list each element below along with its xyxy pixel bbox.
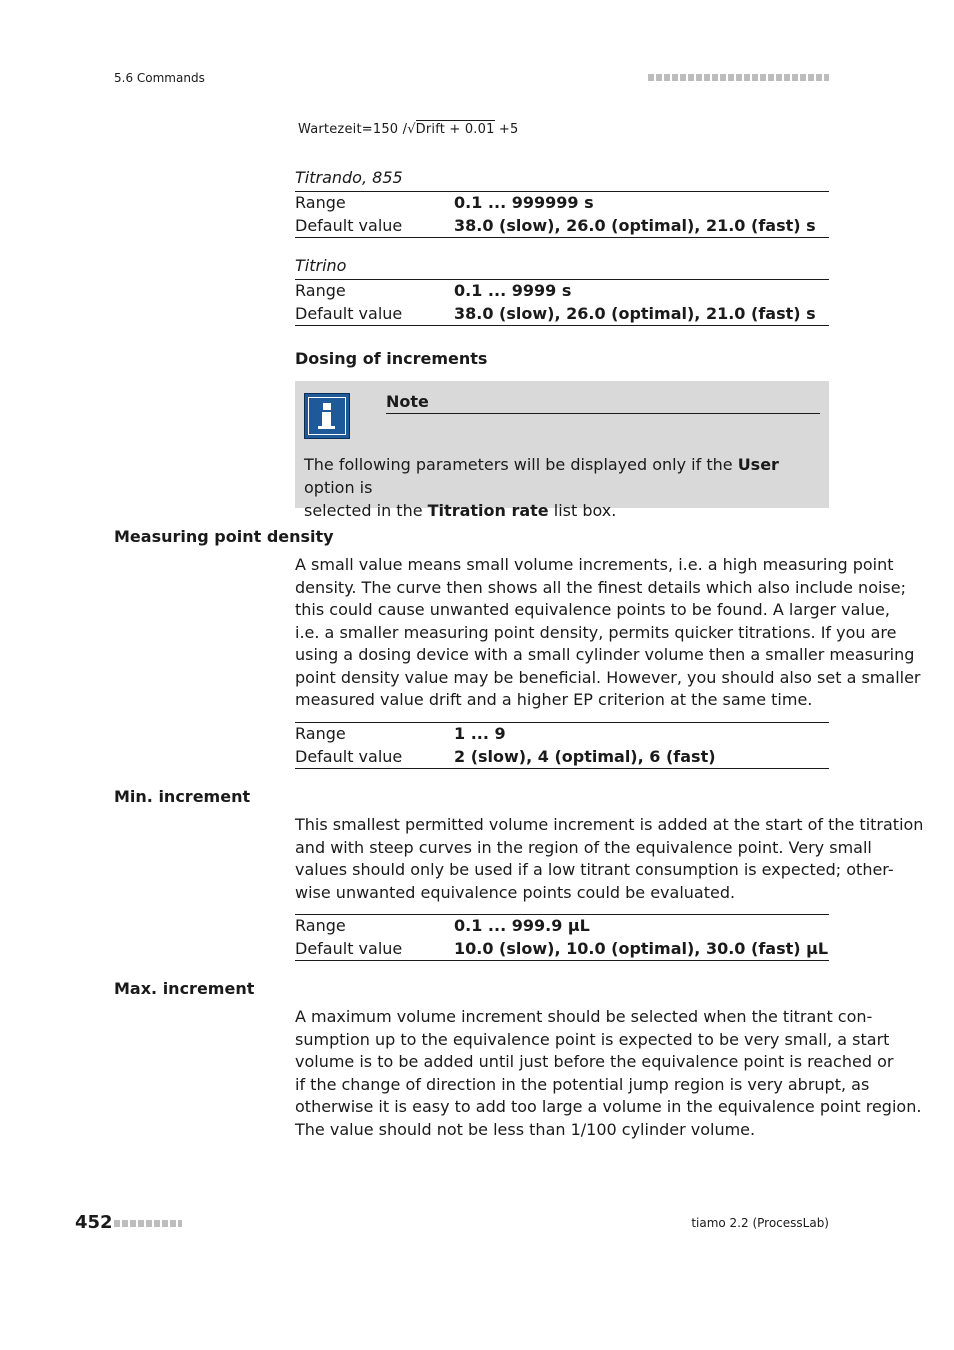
header-decoration [648,74,829,81]
note-text: selected in the [304,501,428,520]
table-row [295,746,829,769]
default-value: 10.0 (slow), 10.0 (optimal), 30.0 (fast) µL [454,938,829,958]
paragraph-line: using a dosing device with a small cylinder volume then a smaller measuring [295,645,915,664]
paragraph-line: This smallest permitted volume increment is added at the start of the titration [295,815,924,834]
note-title: Note [386,392,820,414]
product-name: tiamo 2.2 (ProcessLab) [691,1216,829,1230]
table-row [295,215,829,238]
table-row [295,938,829,961]
paragraph-line: measured value drift and a higher EP criterion at the same time. [295,690,813,709]
titrando-caption: Titrando, 855 [295,168,403,187]
info-icon [304,393,350,439]
note-text: option is [304,478,373,497]
table-row [295,192,829,215]
default-label: Default value [295,746,403,766]
table-row [295,723,829,746]
paragraph-line: and with steep curves in the region of the equivalence point. Very small [295,837,872,857]
titrando-parameter-table [295,191,829,238]
min-increment-heading: Min. increment [114,787,251,806]
max-increment-heading: Max. increment [114,979,255,998]
max-increment-description [295,1006,922,1141]
measuring-point-density-description [295,554,921,712]
default-label: Default value [295,215,403,235]
note-emphasis: Titration rate [427,501,549,520]
paragraph-line: if the change of direction in the potential jump region is very abrupt, as [295,1074,870,1094]
running-header: 5.6 Commands [114,71,205,85]
default-value: 38.0 (slow), 26.0 (optimal), 21.0 (fast) s [454,215,816,235]
measuring-point-density-table [295,722,829,769]
paragraph-line: this could cause unwanted equivalence points to be found. A larger value, [295,600,890,619]
note-box [295,381,829,520]
paragraph-line: point density value may be beneficial. However, you should also set a smaller [295,667,921,687]
note-emphasis: User [737,455,779,474]
dosing-heading: Dosing of increments [295,349,488,368]
range-label: Range [295,916,346,935]
paragraph-line: A maximum volume increment should be selected when the titrant con- [295,1007,873,1026]
paragraph-line: The value should not be less than 1/100 cylinder volume. [295,1119,756,1139]
note-text: The following parameters will be displayed only if the [304,455,738,474]
formula-radicand: Drift + 0.01 [415,122,495,137]
range-label: Range [295,281,346,300]
min-increment-table [295,914,829,961]
table-row [295,915,829,938]
paragraph-line: i.e. a smaller measuring point density, permits quicker titrations. If you are [295,622,897,642]
paragraph-line: A small value means small volume increments, i.e. a high measuring point [295,555,894,574]
range-label: Range [295,193,346,212]
sqrt-symbol: √ [407,122,416,137]
footer-decoration [114,1220,182,1227]
range-label: Range [295,724,346,743]
titrino-caption: Titrino [295,256,347,275]
table-row [295,280,829,303]
paragraph-line: volume is to be added until just before the equivalence point is reached or [295,1052,894,1071]
note-body [304,453,819,522]
default-label: Default value [295,938,403,958]
default-value: 38.0 (slow), 26.0 (optimal), 21.0 (fast) s [454,303,816,323]
min-increment-description [295,814,924,904]
formula-lhs: Wartezeit=150 / [298,122,408,137]
default-label: Default value [295,303,403,323]
range-value: 0.1 ... 999.9 µL [454,916,590,935]
range-value: 1 ... 9 [454,724,506,743]
page-number: 452 [75,1212,113,1233]
note-text: list box. [548,501,617,520]
formula-tail: +5 [494,122,519,137]
range-value: 0.1 ... 9999 s [454,281,572,300]
paragraph-line: sumption up to the equivalence point is expected to be very small, a start [295,1029,890,1049]
default-value: 2 (slow), 4 (optimal), 6 (fast) [454,746,716,766]
paragraph-line: wise unwanted equivalence points could be evaluated. [295,882,736,902]
table-row [295,303,829,326]
paragraph-line: values should only be used if a low titrant consumption is expected; other- [295,860,894,879]
paragraph-line: density. The curve then shows all the finest details which also include noise; [295,577,906,597]
titrino-parameter-table [295,279,829,326]
paragraph-line: otherwise it is easy to add too large a volume in the equivalence point region. [295,1097,922,1116]
wait-time-formula [298,122,519,137]
range-value: 0.1 ... 999999 s [454,193,594,212]
measuring-point-density-heading: Measuring point density [114,527,334,546]
